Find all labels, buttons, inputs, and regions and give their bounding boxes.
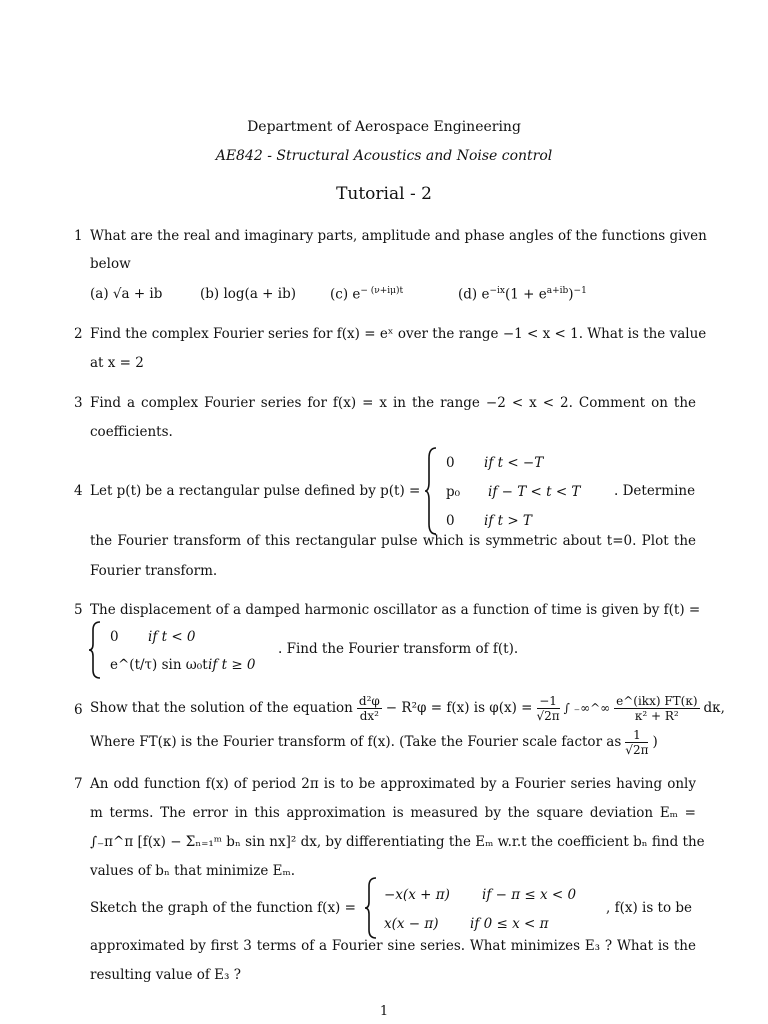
- q3-line-2: coefficients.: [90, 424, 173, 440]
- q5-case-1-cond: if t < 0: [148, 629, 196, 645]
- q5-tail: . Find the Fourier transform of f(t).: [278, 641, 519, 657]
- q3-line-1: Find a complex Fourier series for f(x) = x in the range −2 < x < 2. Comment on the: [90, 395, 696, 411]
- q6-integrand-fraction: $\frac{\text{e\textasciicircum{}(ikx) FT(κ)}}{\text{κ² + R²}}$: [616, 693, 698, 723]
- q7-line-7: resulting value of E₃ ?: [90, 967, 241, 983]
- q6-coefficient-fraction: $\frac{-1}{√2\pi}$: [536, 693, 560, 723]
- q2-number: 2: [74, 326, 83, 342]
- q6-line-2: [90, 724, 658, 760]
- q6-derivative-fraction: $\frac{\text{d²φ}}{\text{dx²}}$: [358, 693, 380, 723]
- q5-line-1: The displacement of a damped harmonic oscillator as a function of time is given by f(t) =: [90, 602, 701, 618]
- q4-case-3-value: 0: [446, 513, 455, 529]
- q7-lead: Sketch the graph of the function f(x) =: [90, 900, 356, 916]
- q1-option-c: (c) $e^{- (\nu+i\mu)t}$: [330, 286, 404, 303]
- q6-line-2-text: Where FT(κ) is the Fourier transform of f(x). (Take the Fourier scale factor as: [90, 734, 622, 750]
- q7-case-2-value: x(x − π): [384, 916, 439, 932]
- q5-brace: [88, 620, 102, 680]
- q4-number: 4: [74, 483, 83, 499]
- tutorial-title: Tutorial - 2: [336, 184, 432, 204]
- q6-line-2-end: ): [652, 734, 658, 750]
- q7-case-2-cond: if 0 ≤ x < π: [470, 916, 549, 932]
- course-heading: AE842 - Structural Acoustics and Noise control: [215, 148, 553, 164]
- q7-number: 7: [74, 776, 83, 792]
- q7-line-6: approximated by first 3 terms of a Fourier sine series. What minimizes E₃ ? What is the: [90, 938, 696, 954]
- q4-case-3-cond: if t > T: [484, 513, 532, 529]
- q5-number: 5: [74, 602, 83, 618]
- q1-line-2: below: [90, 256, 131, 272]
- q6-scale-fraction: $\frac{1}{√2\pi}$: [625, 727, 649, 757]
- q1-number: 1: [74, 228, 83, 244]
- q2-line-1: Find the complex Fourier series for f(x) = eˣ over the range −1 < x < 1. What is the value: [90, 326, 707, 342]
- q7-tail: , f(x) is to be: [606, 900, 693, 916]
- q2-line-2: at x = 2: [90, 355, 144, 371]
- q7-line-1: An odd function f(x) of period 2π is to be approximated by a Fourier series having only: [90, 776, 696, 792]
- page-number: 1: [379, 1004, 389, 1019]
- q7-line-2: m terms. The error in this approximation is measured by the square deviation Eₘ =: [90, 805, 696, 821]
- q6-end: dκ,: [703, 700, 725, 716]
- q4-line-3: Fourier transform.: [90, 563, 218, 579]
- q5-case-2-value: e^(t/τ) sin ω₀t: [110, 657, 208, 673]
- q4-case-1-value: 0: [446, 455, 455, 471]
- q1-line-1: What are the real and imaginary parts, amplitude and phase angles of the functions given: [90, 228, 707, 244]
- q7-line-4: values of bₙ that minimize Eₘ.: [90, 863, 296, 879]
- q4-lead: Let p(t) be a rectangular pulse defined by p(t) =: [90, 483, 421, 499]
- q7-case-1-cond: if − π ≤ x < 0: [482, 887, 577, 903]
- q4-line-2: the Fourier transform of this rectangular pulse which is symmetric about t=0. Plot the: [90, 533, 696, 549]
- q4-tail: . Determine: [614, 483, 696, 499]
- q7-case-1-value: −x(x + π): [384, 887, 450, 903]
- q5-case-2-cond: if t ≥ 0: [208, 657, 256, 673]
- q7-brace: [364, 876, 378, 940]
- q4-case-1-cond: if t < −T: [484, 455, 544, 471]
- q1-option-d: (d) $e^{-ix}(1 + e^{a+ib})^{-1}$: [458, 286, 587, 303]
- department-heading: Department of Aerospace Engineering: [247, 119, 521, 135]
- q6-lead: Show that the solution of the equation: [90, 700, 353, 716]
- q3-number: 3: [74, 395, 83, 411]
- q6-number: 6: [74, 702, 83, 718]
- q6-equation-line: [90, 688, 725, 728]
- q6-integral: ∫ ₋∞^∞: [563, 701, 611, 715]
- q4-brace: [424, 446, 438, 536]
- q4-case-2-cond: if − T < t < T: [488, 484, 581, 500]
- q1-option-a: (a) √a + ib: [90, 286, 163, 302]
- q5-case-1-value: 0: [110, 629, 119, 645]
- q7-line-3: ∫₋π^π [f(x) − Σₙ₌₁ᵐ bₙ sin nx]² dx, by differentiating the Eₘ w.r.t the coefficient bₙ find the: [90, 834, 705, 850]
- q1-option-b: (b) log(a + ib): [200, 286, 296, 302]
- q6-middle: − R²φ = f(x) is φ(x) =: [385, 700, 533, 716]
- q4-case-2-value: p₀: [446, 484, 461, 500]
